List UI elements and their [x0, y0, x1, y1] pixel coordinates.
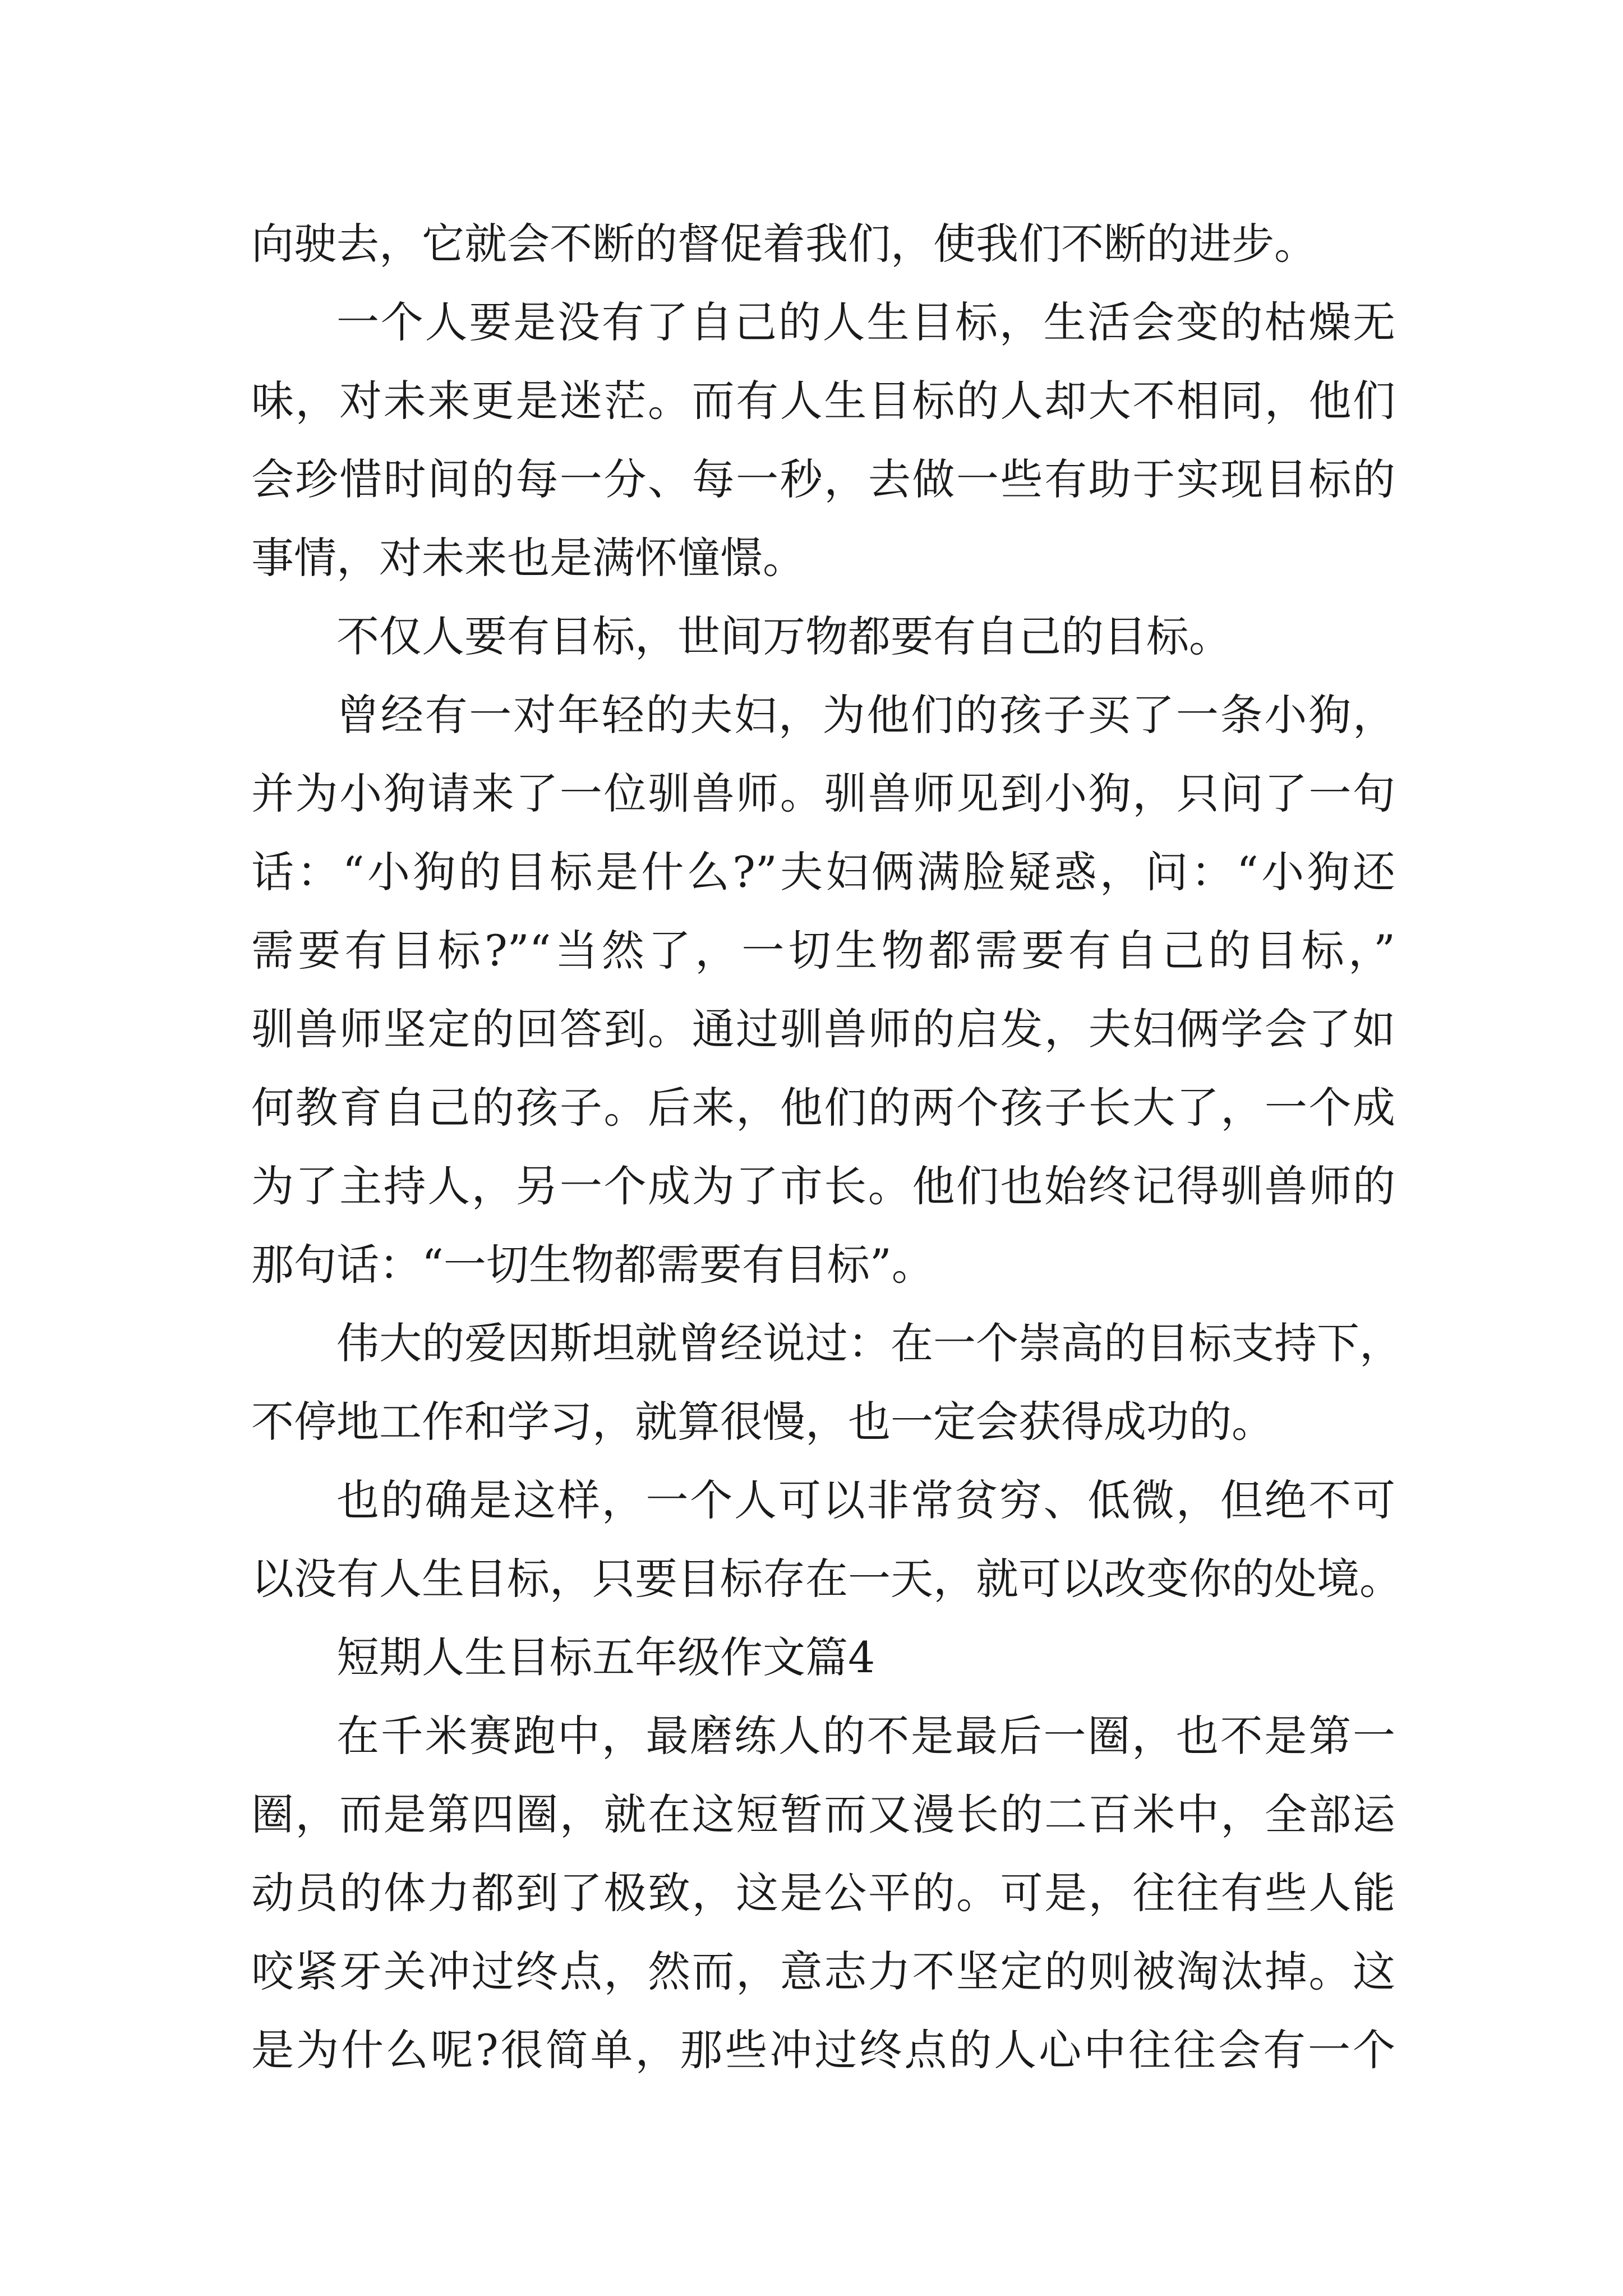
text-line: 会珍惜时间的每一分、每一秒，去做一些有助于实现目标的	[251, 454, 1395, 504]
text-line: 那句话：“一切生物都需要有目标”。	[251, 1240, 934, 1290]
text-line: 味，对未来更是迷茫。而有人生目标的人却大不相同，他们	[251, 376, 1395, 426]
text-line: 驯兽师坚定的回答到。通过驯兽师的启发，夫妇俩学会了如	[251, 1004, 1395, 1054]
paragraph-start-line: 曾经有一对年轻的夫妇，为他们的孩子买了一条小狗，	[336, 690, 1395, 740]
text-line: 事情，对未来也是满怀憧憬。	[251, 533, 805, 583]
text-line: 需要有目标?”“当然了，一切生物都需要有自己的目标，”	[251, 926, 1395, 976]
text-line: 是为什么呢?很简单，那些冲过终点的人心中往往会有一个	[251, 2025, 1395, 2075]
text-line: 向驶去，它就会不断的督促着我们，使我们不断的进步。	[251, 219, 1317, 269]
section-heading: 短期人生目标五年级作文篇4	[336, 1632, 875, 1682]
paragraph-start-line: 伟大的爱因斯坦就曾经说过：在一个崇高的目标支持下，	[336, 1318, 1402, 1368]
text-line: 何教育自己的孩子。后来，他们的两个孩子长大了，一个成	[251, 1083, 1395, 1133]
paragraph-start-line: 在千米赛跑中，最磨练人的不是最后一圈，也不是第一	[336, 1711, 1395, 1761]
text-line: 咬紧牙关冲过终点，然而，意志力不坚定的则被淘汰掉。这	[251, 1947, 1395, 1996]
text-line: 圈，而是第四圈，就在这短暂而又漫长的二百米中，全部运	[251, 1789, 1395, 1839]
text-line: 动员的体力都到了极致，这是公平的。可是，往往有些人能	[251, 1868, 1395, 1918]
text-line: 话：“小狗的目标是什么?”夫妇俩满脸疑惑，问：“小狗还	[251, 847, 1395, 897]
paragraph-start-line: 也的确是这样，一个人可以非常贫穷、低微，但绝不可	[336, 1475, 1395, 1525]
text-line: 并为小狗请来了一位驯兽师。驯兽师见到小狗，只问了一句	[251, 769, 1395, 818]
paragraph-start-line: 不仅人要有目标，世间万物都要有自己的目标。	[336, 611, 1232, 661]
text-line: 以没有人生目标，只要目标存在一天，就可以改变你的处境。	[251, 1554, 1402, 1604]
text-line: 不停地工作和学习，就算很慢，也一定会获得成功的。	[251, 1397, 1274, 1447]
paragraph-start-line: 一个人要是没有了自己的人生目标，生活会变的枯燥无	[336, 297, 1395, 347]
text-line: 为了主持人，另一个成为了市长。他们也始终记得驯兽师的	[251, 1161, 1395, 1211]
